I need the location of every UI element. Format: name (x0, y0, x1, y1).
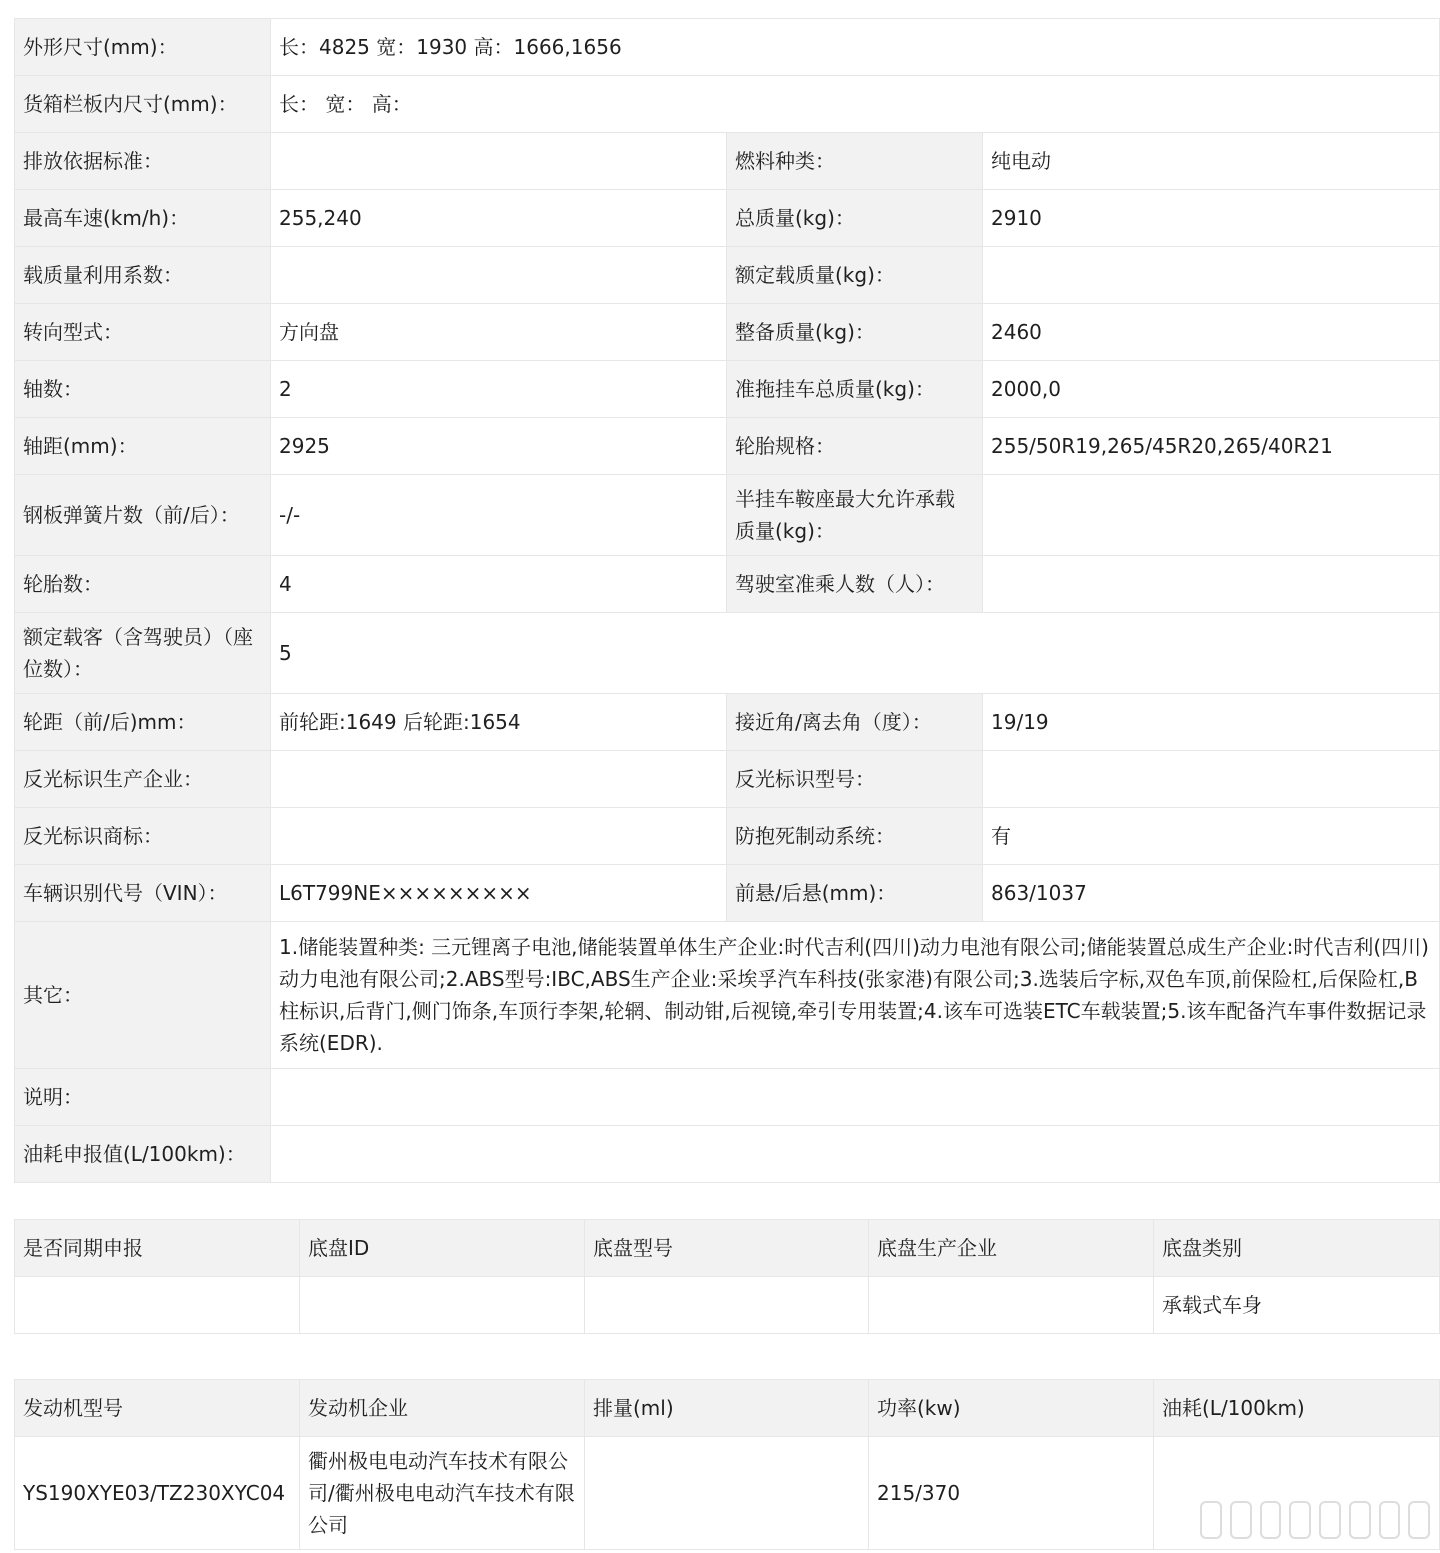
rated-passengers-value: 5 (271, 613, 1440, 694)
watermark-bar-icon (1319, 1501, 1341, 1539)
other-label: 其它： (15, 922, 271, 1069)
overhang-value: 863/1037 (983, 865, 1440, 922)
spec-row (15, 751, 1440, 808)
overhang-label: 前悬/后悬(mm)： (727, 865, 983, 922)
dimensions-label: 外形尺寸(mm)： (15, 19, 271, 76)
saddle-load-label: 半挂车鞍座最大允许承载质量(kg)： (727, 475, 983, 556)
cab-passengers-label: 驾驶室准乘人数（人）： (727, 556, 983, 613)
watermark-bar-icon (1260, 1501, 1282, 1539)
abs-value: 有 (983, 808, 1440, 865)
chassis-cell (869, 1277, 1154, 1334)
spec-row (15, 304, 1440, 361)
spec-row-cargo-box (15, 76, 1440, 133)
reflector-model-label: 反光标识型号： (727, 751, 983, 808)
cargo-box-label: 货箱栏板内尺寸(mm)： (15, 76, 271, 133)
chassis-cell: 承载式车身 (1154, 1277, 1440, 1334)
wheelbase-label: 轴距(mm)： (15, 418, 271, 475)
vin-value: L6T799NE××××××××× (271, 865, 727, 922)
watermark-bar-icon (1349, 1501, 1371, 1539)
engine-header-cell: 发动机型号 (15, 1380, 300, 1437)
fuel-type-label: 燃料种类： (727, 133, 983, 190)
load-factor-label: 载质量利用系数： (15, 247, 271, 304)
rated-load-label: 额定载质量(kg)： (727, 247, 983, 304)
chassis-header-cell: 是否同期申报 (15, 1220, 300, 1277)
watermark-bar-icon (1289, 1501, 1311, 1539)
trailer-mass-value: 2000,0 (983, 361, 1440, 418)
track-value: 前轮距:1649 后轮距:1654 (271, 694, 727, 751)
total-mass-value: 2910 (983, 190, 1440, 247)
chassis-table (14, 1219, 1440, 1334)
engine-cell: 衢州极电电动汽车技术有限公司/衢州极电电动汽车技术有限公司 (300, 1437, 585, 1550)
chassis-header-cell: 底盘类别 (1154, 1220, 1440, 1277)
chassis-header-cell: 底盘型号 (585, 1220, 869, 1277)
trailer-mass-label: 准拖挂车总质量(kg)： (727, 361, 983, 418)
spec-row (15, 190, 1440, 247)
spec-row (15, 1126, 1440, 1183)
reflector-model-value (983, 751, 1440, 808)
chassis-row (15, 1277, 1440, 1334)
spec-row (15, 556, 1440, 613)
watermark-bar-icon (1200, 1501, 1222, 1539)
reflector-brand-label: 反光标识商标： (15, 808, 271, 865)
chassis-header-cell: 底盘ID (300, 1220, 585, 1277)
angles-label: 接近角/离去角（度）： (727, 694, 983, 751)
steering-label: 转向型式： (15, 304, 271, 361)
watermark-logo (1200, 1500, 1430, 1540)
wheelbase-value: 2925 (271, 418, 727, 475)
chassis-header-cell: 底盘生产企业 (869, 1220, 1154, 1277)
angles-value: 19/19 (983, 694, 1440, 751)
notes-value (271, 1069, 1440, 1126)
max-speed-value: 255,240 (271, 190, 727, 247)
engine-cell: YS190XYE03/TZ230XYC04 (15, 1437, 300, 1550)
watermark-bar-icon (1379, 1501, 1401, 1539)
emission-standard-value (271, 133, 727, 190)
tire-count-value: 4 (271, 556, 727, 613)
reflector-maker-label: 反光标识生产企业： (15, 751, 271, 808)
chassis-cell (15, 1277, 300, 1334)
curb-mass-value: 2460 (983, 304, 1440, 361)
vehicle-spec-table (14, 18, 1440, 1183)
tire-count-label: 轮胎数： (15, 556, 271, 613)
axles-value: 2 (271, 361, 727, 418)
engine-header-cell: 油耗(L/100km) (1154, 1380, 1440, 1437)
tire-spec-value: 255/50R19,265/45R20,265/40R21 (983, 418, 1440, 475)
rated-passengers-label: 额定载客（含驾驶员）（座位数）： (15, 613, 271, 694)
dimensions-value: 长：4825 宽：1930 高：1666,1656 (271, 19, 1440, 76)
engine-header-row (15, 1380, 1440, 1437)
max-speed-label: 最高车速(km/h)： (15, 190, 271, 247)
spec-row (15, 1069, 1440, 1126)
spec-row (15, 865, 1440, 922)
spec-row (15, 475, 1440, 556)
spec-row (15, 133, 1440, 190)
watermark-bar-icon (1408, 1501, 1430, 1539)
steering-value: 方向盘 (271, 304, 727, 361)
engine-cell: 215/370 (869, 1437, 1154, 1550)
vin-label: 车辆识别代号（VIN）： (15, 865, 271, 922)
chassis-cell (585, 1277, 869, 1334)
leaf-springs-label: 钢板弹簧片数（前/后）： (15, 475, 271, 556)
spec-row-other (15, 922, 1440, 1069)
engine-header-cell: 功率(kw) (869, 1380, 1154, 1437)
chassis-cell (300, 1277, 585, 1334)
rated-load-value (983, 247, 1440, 304)
track-label: 轮距（前/后)mm： (15, 694, 271, 751)
engine-header-cell: 排量(ml) (585, 1380, 869, 1437)
curb-mass-label: 整备质量(kg)： (727, 304, 983, 361)
emission-standard-label: 排放依据标准： (15, 133, 271, 190)
watermark-bar-icon (1230, 1501, 1252, 1539)
notes-label: 说明： (15, 1069, 271, 1126)
spec-row (15, 694, 1440, 751)
tire-spec-label: 轮胎规格： (727, 418, 983, 475)
abs-label: 防抱死制动系统： (727, 808, 983, 865)
fuel-consumption-value (271, 1126, 1440, 1183)
spec-row (15, 247, 1440, 304)
engine-header-cell: 发动机企业 (300, 1380, 585, 1437)
cargo-box-value: 长： 宽： 高： (271, 76, 1440, 133)
fuel-consumption-label: 油耗申报值(L/100km)： (15, 1126, 271, 1183)
chassis-header-row (15, 1220, 1440, 1277)
engine-cell (585, 1437, 869, 1550)
other-value: 1.储能装置种类: 三元锂离子电池,储能装置单体生产企业:时代吉利(四川)动力电池有限公司;储能装置总成生产企业:时代吉利(四川)动力电池有限公司;2.ABS型号:IBC,ABS生产企业:采埃孚汽车科技(张家港)有限公司;3.选装后字标,双色车顶,前保险杠,后保险杠,B柱标识,后背门,侧门饰条,车顶行李架,轮辋、制动钳,后视镜,牵引专用装置;4.该车可选装ETC车载装置;5.该车配备汽车事件数据记录系统(EDR). (271, 922, 1440, 1069)
cab-passengers-value (983, 556, 1440, 613)
load-factor-value (271, 247, 727, 304)
leaf-springs-value: -/- (271, 475, 727, 556)
total-mass-label: 总质量(kg)： (727, 190, 983, 247)
axles-label: 轴数： (15, 361, 271, 418)
spec-row (15, 613, 1440, 694)
spec-row (15, 418, 1440, 475)
saddle-load-value (983, 475, 1440, 556)
spec-row (15, 361, 1440, 418)
reflector-maker-value (271, 751, 727, 808)
spec-row (15, 808, 1440, 865)
fuel-type-value: 纯电动 (983, 133, 1440, 190)
spec-row-dimensions (15, 19, 1440, 76)
reflector-brand-value (271, 808, 727, 865)
